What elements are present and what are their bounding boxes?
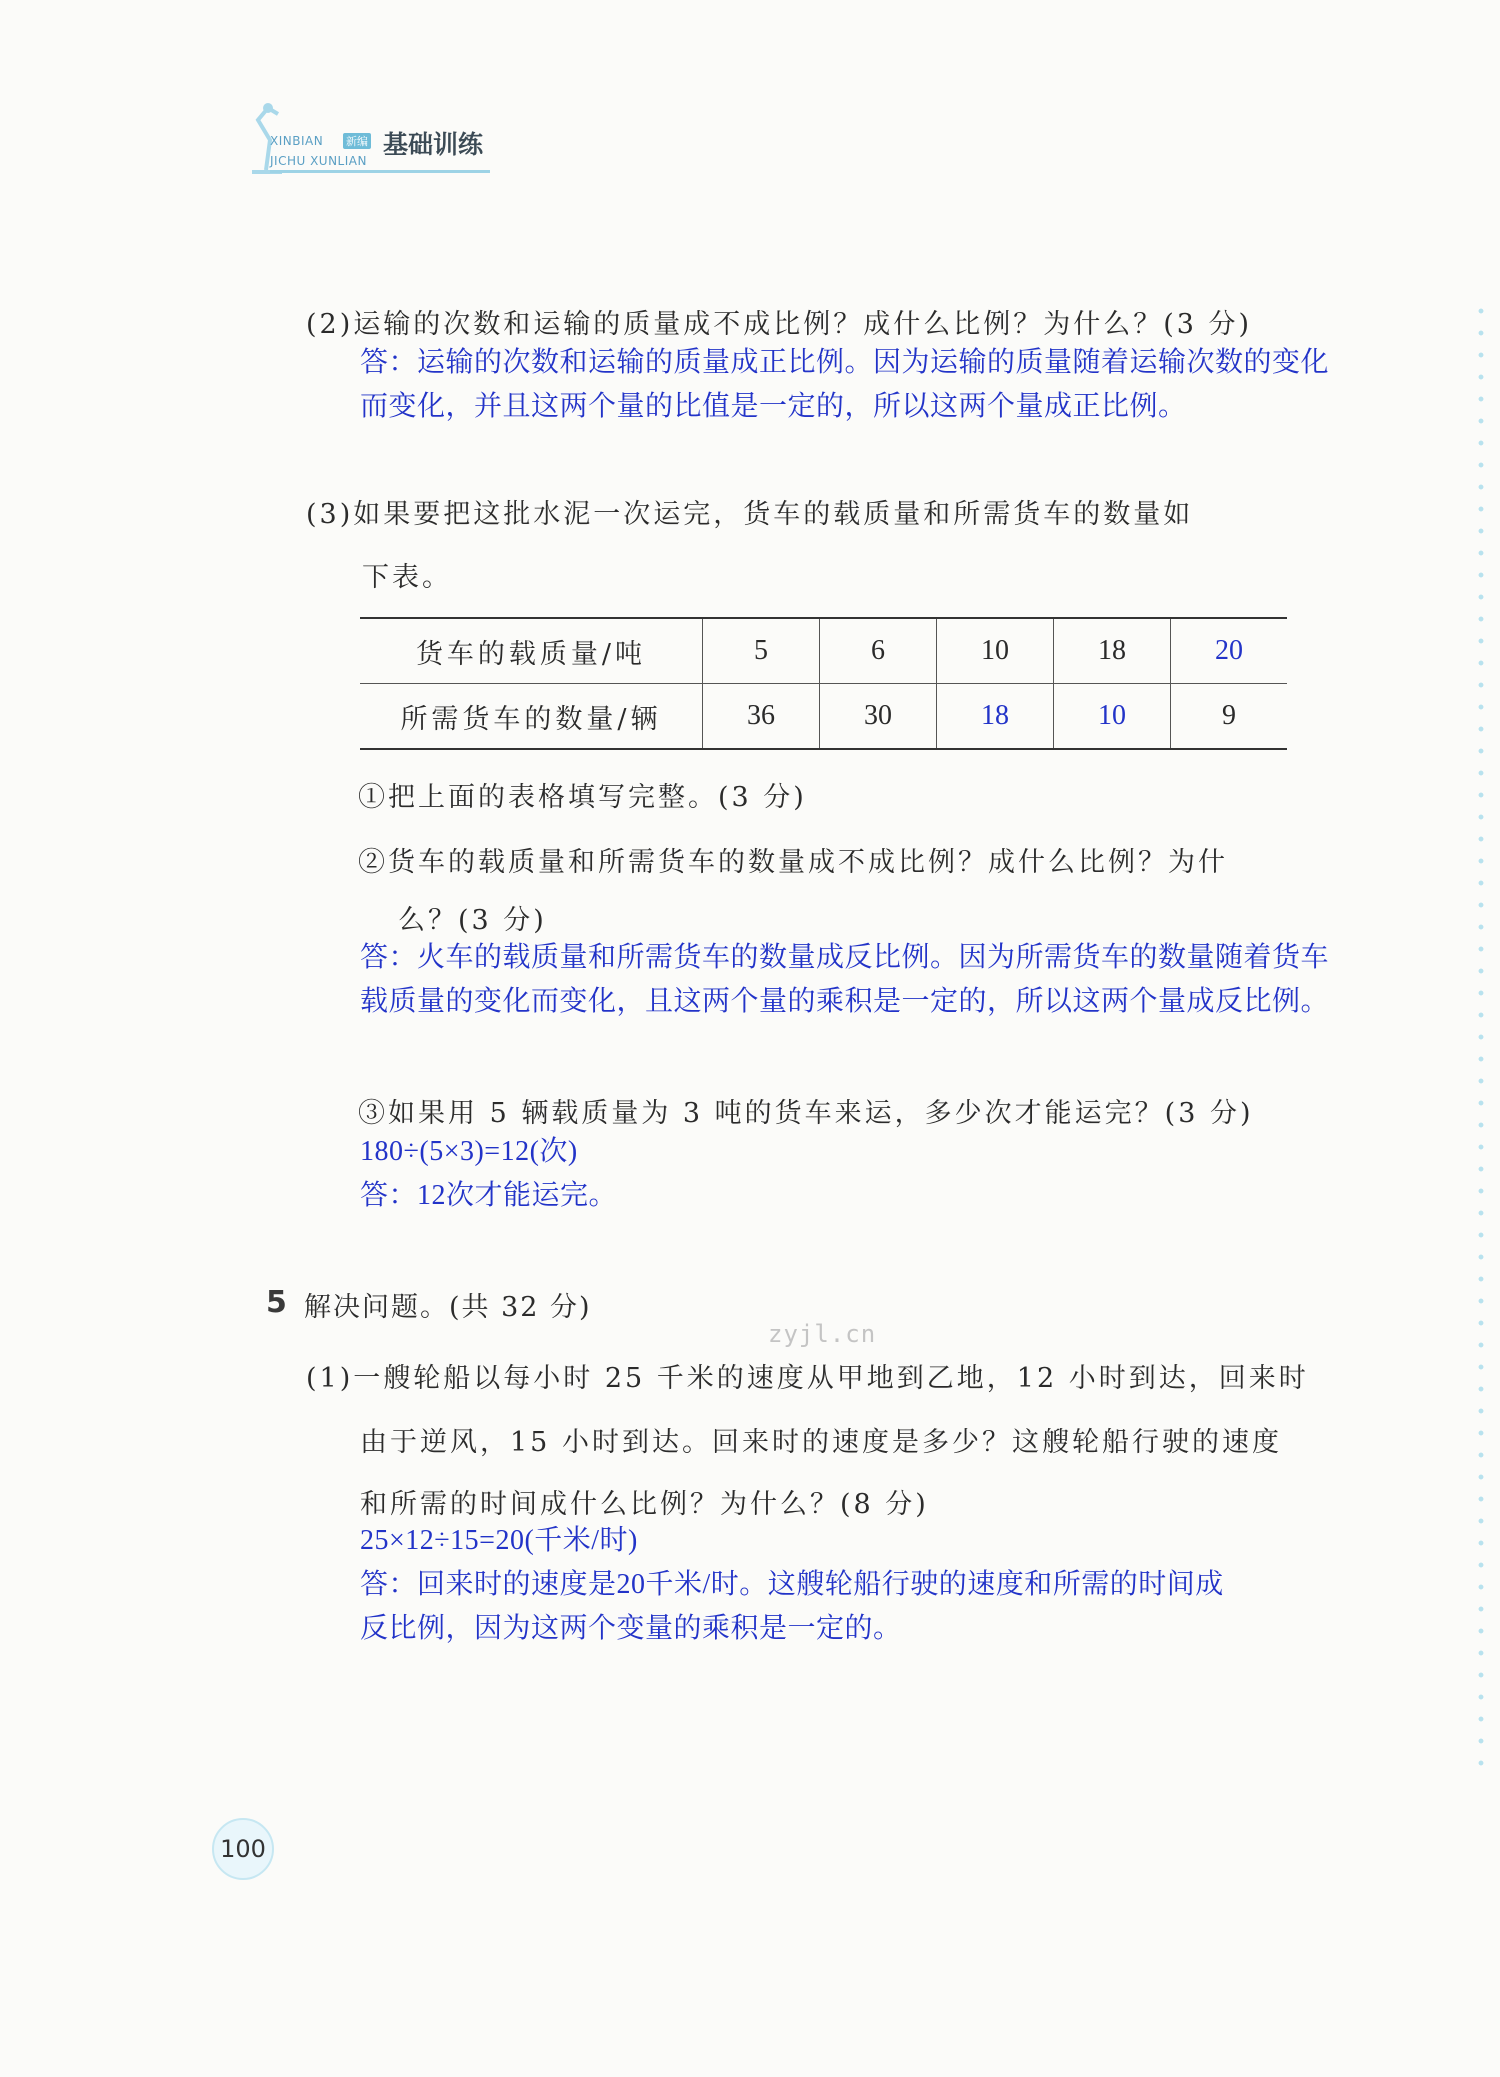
sub-3-calculation: 180÷(5×3)=12(次)	[360, 1136, 578, 1167]
decorative-dotted-border	[1470, 300, 1492, 1780]
section-5-question-line2: 由于逆风，15 小时到达。回来时的速度是多少？这艘轮船行驶的速度	[360, 1427, 1282, 1458]
logo-pinyin-bottom: JICHU XUNLIAN	[270, 154, 367, 168]
table-cell: 9	[1171, 684, 1288, 750]
header-title: 基础训练	[383, 130, 484, 159]
section-5-question-line1: (1)一艘轮船以每小时 25 千米的速度从甲地到乙地，12 小时到达，回来时	[306, 1363, 1309, 1394]
page-number: 100	[212, 1818, 274, 1880]
watermark: zyjl.cn	[768, 1320, 877, 1348]
data-table	[360, 617, 1287, 750]
question-2: (2)运输的次数和运输的质量成不成比例？成什么比例？为什么？(3 分)	[306, 309, 1253, 340]
section-title: 解决问题。(共 32 分)	[304, 1292, 592, 1323]
table-cell: 18	[1054, 618, 1171, 684]
table-row-label: 货车的载质量/吨	[360, 618, 703, 684]
table-cell: 10	[937, 618, 1054, 684]
table-row-label: 所需货车的数量/辆	[360, 684, 703, 750]
table-cell: 30	[820, 684, 937, 750]
table-row	[360, 618, 1287, 684]
sub-question-2-line1: ②货车的载质量和所需货车的数量成不成比例？成什么比例？为什	[358, 847, 1228, 878]
header-logo	[248, 100, 498, 180]
sub-answer-2-line2: 载质量的变化而变化，且这两个量的乘积是一定的，所以这两个量成反比例。	[360, 986, 1330, 1017]
answer-2-line1: 答：运输的次数和运输的质量成正比例。因为运输的质量随着运输次数的变化	[360, 347, 1330, 378]
table-cell-answer: 20	[1171, 618, 1288, 684]
section-5-answer-line1: 答：回来时的速度是20千米/时。这艘轮船行驶的速度和所需的时间成	[360, 1569, 1224, 1600]
logo-underline	[270, 170, 490, 173]
table-row	[360, 684, 1287, 750]
section-5-question-line3: 和所需的时间成什么比例？为什么？(8 分)	[360, 1489, 929, 1520]
sub-question-3: ③如果用 5 辆载质量为 3 吨的货车来运，多少次才能运完？(3 分)	[358, 1098, 1254, 1129]
section-5-calculation: 25×12÷15=20(千米/时)	[360, 1525, 638, 1556]
table-cell: 36	[703, 684, 820, 750]
table-cell-answer: 18	[937, 684, 1054, 750]
table-cell: 5	[703, 618, 820, 684]
section-number: 5	[266, 1285, 287, 1320]
logo-pinyin-top: XINBIAN	[270, 134, 324, 148]
question-3-line1: (3)如果要把这批水泥一次运完，货车的载质量和所需货车的数量如	[306, 499, 1194, 530]
logo-badge: 新编	[343, 133, 371, 149]
sub-3-answer: 答：12次才能运完。	[360, 1180, 618, 1211]
table-cell: 6	[820, 618, 937, 684]
table-cell-answer: 10	[1054, 684, 1171, 750]
answer-2-line2: 而变化，并且这两个量的比值是一定的，所以这两个量成正比例。	[360, 391, 1187, 422]
question-3-line2: 下表。	[362, 562, 452, 593]
sub-answer-2-line1: 答：火车的载质量和所需货车的数量成反比例。因为所需货车的数量随着货车	[360, 942, 1330, 973]
sub-question-2-line2: 么？(3 分)	[398, 905, 547, 936]
section-5-answer-line2: 反比例，因为这两个变量的乘积是一定的。	[360, 1613, 902, 1644]
sub-question-1: ①把上面的表格填写完整。(3 分)	[358, 782, 807, 813]
